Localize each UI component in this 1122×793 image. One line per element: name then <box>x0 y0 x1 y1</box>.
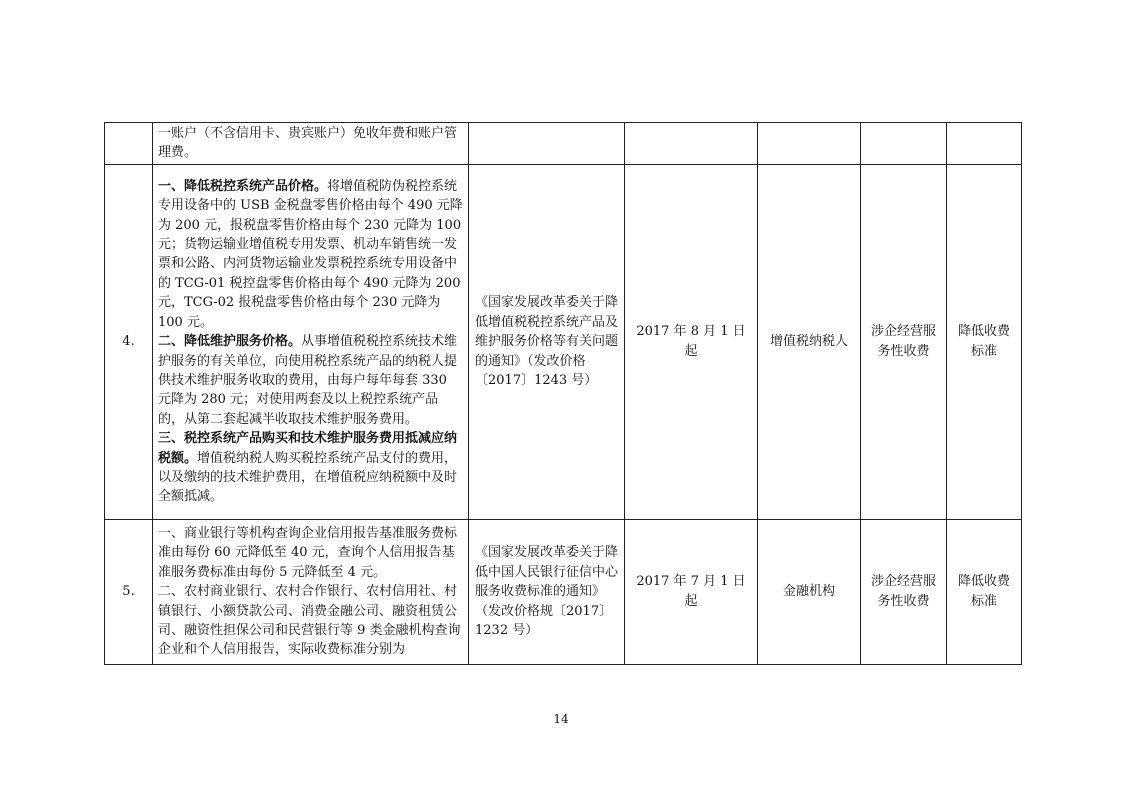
measure-content <box>153 123 469 165</box>
fee-category: 涉企经营服务性收费 <box>861 519 947 664</box>
effective-date <box>625 123 758 165</box>
page-number: 14 <box>553 712 569 726</box>
measure-text: 从事增值税税控系统技术维护服务的有关单位，向使用税控系统产品的纳税人提供技术维护服务收取的费用，由每户每年每套 330 元降为 280 元；对使用两套及以上税控系统产品的，从第二套起减半收取技术维护服务费用。 <box>158 334 458 427</box>
effective-date: 2017 年 8 月 1 日起 <box>625 164 758 519</box>
table-row <box>105 123 1022 165</box>
table-row <box>105 519 1022 664</box>
policy-document <box>469 123 625 165</box>
beneficiary <box>758 123 861 165</box>
measure-heading: 一、降低税控系统产品价格。 <box>158 178 328 194</box>
measure-heading: 三、税控系统产品购买和技术维护服务费用抵减应纳税额。 <box>158 431 458 466</box>
measure-paragraph-1: 一、商业银行等机构查询企业信用报告基准服务费标准由每份 60 元降低至 40 元，查询个人信用报告基准服务费标准由每份 5 元降低至 4 元。 <box>158 525 458 580</box>
measure-heading: 二、降低维护服务价格。 <box>158 334 302 350</box>
fee-category: 涉企经营服务性收费 <box>861 164 947 519</box>
measure-content <box>153 164 469 519</box>
table-row <box>105 164 1022 519</box>
row-number: 4. <box>105 164 153 519</box>
effective-date: 2017 年 7 月 1 日起 <box>625 519 758 664</box>
measure-paragraph-1 <box>158 177 463 332</box>
row-number <box>105 123 153 165</box>
measure-paragraph-2: 二、农村商业银行、农村合作银行、农村信用社、村镇银行、小额贷款公司、消费金融公司、融资租赁公司、融资性担保公司和民营银行等 9 类金融机构查询企业和个人信用报告，实际收费标准分别为 <box>158 584 461 658</box>
policy-document: 《国家发展改革委关于降低中国人民银行征信中心服务收费标准的通知》（发改价格规〔2017〕1232 号） <box>469 519 625 664</box>
measure-paragraph-2 <box>158 332 463 429</box>
beneficiary: 金融机构 <box>758 519 861 664</box>
reduction-method <box>947 123 1022 165</box>
measure-content <box>153 519 469 664</box>
reduction-method: 降低收费标准 <box>947 164 1022 519</box>
row-number: 5. <box>105 519 153 664</box>
measure-text: 一账户（不含信用卡、贵宾账户）免收年费和账户管理费。 <box>158 126 458 161</box>
policy-table <box>104 122 1022 665</box>
measure-paragraph-3 <box>158 429 463 507</box>
fee-category <box>861 123 947 165</box>
beneficiary: 增值税纳税人 <box>758 164 861 519</box>
measure-text: 增值税纳税人购买税控系统产品支付的费用，以及缴纳的技术维护费用，在增值税应纳税额中及时全额抵减。 <box>158 450 458 505</box>
policy-document: 《国家发展改革委关于降低增值税税控系统产品及维护服务价格等有关问题的通知》（发改价格〔2017〕1243 号） <box>469 164 625 519</box>
reduction-method: 降低收费标准 <box>947 519 1022 664</box>
measure-text: 将增值税防伪税控系统专用设备中的 USB 金税盘零售价格由每个 490 元降为 200 元，报税盘零售价格由每个 230 元降为 100 元；货物运输业增值税专用发票、机动车销售统一发票和公路、内河货物运输业发票税控系统专用设备中的 TCG-01 税控盘零售价格由每个 490 元降为 200 元，TCG-02 报税盘零售价格由每个 230 元降为 100 元。 <box>158 178 463 330</box>
